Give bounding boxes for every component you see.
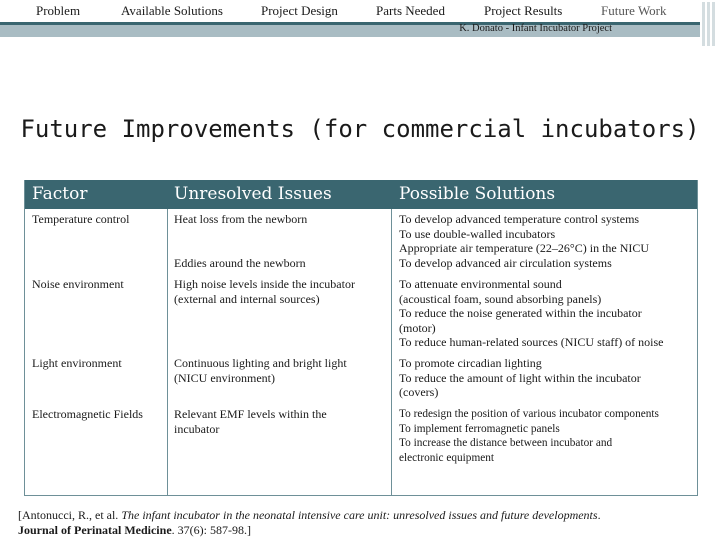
citation-article-title: The infant incubator in the neonatal intensive care unit: unresolved issues and future developments	[121, 508, 598, 522]
column-header-factor: Factor	[32, 184, 88, 204]
table-row-factor: Temperature control	[32, 212, 130, 226]
table-row-solutions: To develop advanced temperature control systems To use double-walled incubators Appropriate air temperature (22–26°C) in the NICU To develop advanced air circulation systems	[399, 212, 650, 270]
improvements-table	[24, 180, 698, 496]
table-row-issue: Heat loss from the newborn	[174, 212, 308, 226]
nav-item-parts-needed[interactable]: Parts Needed	[376, 3, 445, 18]
top-nav	[0, 0, 720, 22]
nav-item-problem[interactable]: Problem	[36, 3, 81, 18]
nav-item-future-work[interactable]: Future Work	[601, 3, 667, 18]
table-row-issue: Continuous lighting and bright light (NICU environment)	[174, 356, 347, 385]
table-row-issue: High noise levels inside the incubator (external and internal sources)	[174, 277, 355, 306]
table-row-factor: Electromagnetic Fields	[32, 407, 143, 421]
column-header-unresolved-issues: Unresolved Issues	[174, 184, 332, 204]
citation-journal: Journal of Perinatal Medicine	[18, 523, 172, 537]
citation: [Antonucci, R., et al. The infant incubator in the neonatal intensive care unit: unresolved issues and future developments. Journal of Perinatal Medicine. 37(6): 587-98.]	[18, 508, 601, 537]
page-title: Future Improvements (for commercial incubators)	[20, 115, 700, 143]
table-body	[25, 209, 697, 495]
nav-item-project-design[interactable]: Project Design	[261, 3, 338, 18]
table-row-factor: Light environment	[32, 356, 122, 370]
table-header	[25, 180, 697, 209]
table-row-factor: Noise environment	[32, 277, 124, 291]
table-row-solutions: To redesign the position of various incubator components To implement ferromagnetic panels To increase the distance between incubator and electronic equipment	[399, 408, 659, 464]
column-header-possible-solutions: Possible Solutions	[399, 184, 556, 204]
nav-item-available-solutions[interactable]: Available Solutions	[121, 3, 223, 18]
table-row-solutions: To promote circadian lighting To reduce the amount of light within the incubator (covers)	[399, 356, 641, 400]
corner-decoration	[702, 2, 716, 46]
table-row-solutions: To attenuate environmental sound (acoustical foam, sound absorbing panels) To reduce the noise generated within the incubator (motor) To reduce human-related sources (NICU staff) of noise	[399, 277, 664, 350]
table-row-issue: Eddies around the newborn	[174, 256, 306, 270]
presentation-subtitle: K. Donato - Infant Incubator Project	[459, 23, 612, 34]
nav-item-project-results[interactable]: Project Results	[484, 3, 563, 18]
table-row-issue: Relevant EMF levels within the incubator	[174, 407, 327, 436]
